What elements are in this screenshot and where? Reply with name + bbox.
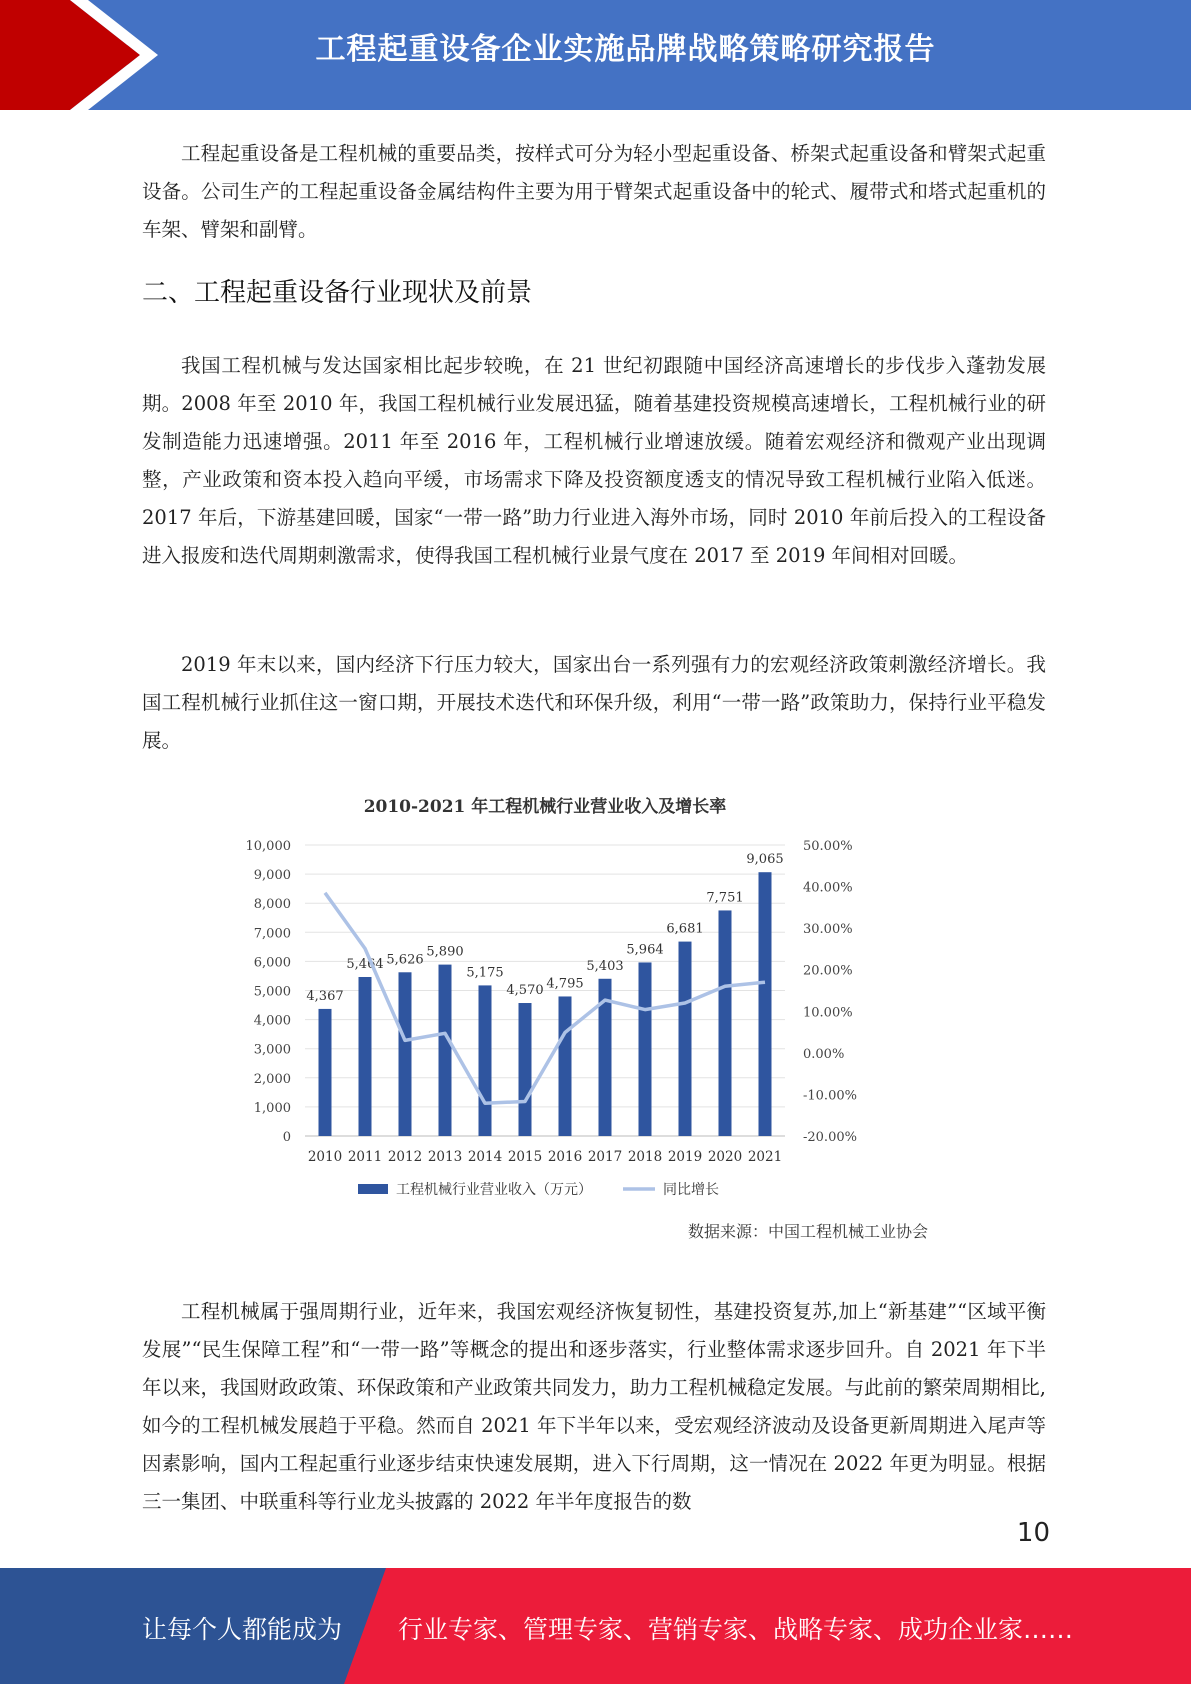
left-tick-label: 0 [282, 1130, 291, 1145]
revenue-bar [519, 1003, 532, 1136]
left-tick-label: 3,000 [253, 1042, 291, 1058]
left-tick-label: 1,000 [253, 1100, 291, 1116]
paragraph-3: 2019 年末以来，国内经济下行压力较大，国家出台一系列强有力的宏观经济政策刺激经济增长。我国工程机械行业抓住这一窗口期，开展技术迭代和环保升级，利用“一带一路”政策助力，保持行业平稳发展。 [142, 653, 1046, 752]
report-title: 工程起重设备企业实施品牌战略策略研究报告 [315, 32, 936, 67]
left-tick-label: 9,000 [253, 868, 291, 884]
right-tick-label: 20.00% [803, 963, 853, 979]
right-tick-label: -10.00% [803, 1088, 857, 1104]
revenue-growth-chart [220, 780, 940, 1250]
bar-value-label: 5,964 [626, 942, 664, 958]
page-number: 10 [1016, 1518, 1050, 1548]
chart-canvas [220, 780, 940, 1250]
left-tick-label: 10,000 [245, 839, 291, 854]
legend-swatch-revenue [358, 1184, 388, 1194]
right-tick-label: 40.00% [803, 880, 853, 896]
revenue-bar [559, 996, 572, 1136]
paragraph-4: 工程机械属于强周期行业，近年来，我国宏观经济恢复韧性，基建投资复苏,加上“新基建”“区域平衡发展”“民生保障工程”和“一带一路”等概念的提出和逐步落实，行业整体需求逐步回升。自 2021 年下半年以来，我国财政政策、环保政策和产业政策共同发力，助力工程机械稳定发展。与此前的繁荣周期相比,如今的工程机械发展趋于平稳。然而自 2021 年下半年以来，受宏观经济波动及设备更新周期进入尾声等因素影响，国内工程起重行业逐步结束快速发展期，进入下行周期，这一情况在 2022 年更为明显。根据三一集团、中联重科等行业龙头披露的 2022 年半年度报告的数 [142, 1300, 1046, 1513]
x-tick-label: 2015 [507, 1149, 543, 1165]
section-heading: 二、工程起重设备行业现状及前景 [142, 278, 533, 308]
intro-paragraph: 工程起重设备是工程机械的重要品类，按样式可分为轻小型起重设备、桥架式起重设备和臂架式起重设备。公司生产的工程起重设备金属结构件主要为用于臂架式起重设备中的轮式、履带式和塔式起重机的车架、臂架和副臂。 [142, 142, 1046, 241]
bar-value-label: 5,626 [386, 952, 424, 968]
x-tick-label: 2014 [467, 1149, 503, 1165]
bar-value-label: 5,464 [346, 956, 384, 972]
bar-value-label: 5,175 [466, 965, 504, 981]
chart-title: 2010-2021 年工程机械行业营业收入及增长率 [363, 797, 727, 817]
left-tick-label: 2,000 [253, 1071, 291, 1087]
revenue-bar [439, 965, 452, 1136]
revenue-bar [479, 985, 492, 1136]
right-tick-label: 0.00% [803, 1046, 845, 1062]
bar-value-label: 9,065 [746, 852, 784, 868]
revenue-bar [679, 942, 692, 1136]
x-tick-label: 2011 [347, 1149, 383, 1165]
revenue-bar [319, 1009, 332, 1136]
bar-value-label: 4,367 [306, 988, 344, 1004]
bar-value-label: 5,403 [586, 958, 624, 974]
x-tick-label: 2020 [707, 1149, 743, 1165]
x-tick-label: 2016 [547, 1149, 583, 1165]
footer-slogan-right: 行业专家、管理专家、营销专家、战略专家、成功企业家…… [398, 1615, 1074, 1644]
chart-source: 数据来源：中国工程机械工业协会 [687, 1222, 928, 1241]
right-tick-label: 10.00% [803, 1005, 853, 1021]
bar-value-label: 7,751 [706, 890, 744, 906]
bar-value-label: 6,681 [666, 921, 704, 937]
right-tick-label: -20.00% [803, 1130, 857, 1145]
bar-value-label: 4,570 [506, 983, 544, 999]
bar-value-label: 5,890 [426, 944, 464, 960]
footer-slogan-left: 让每个人都能成为 [142, 1615, 343, 1644]
revenue-bar [639, 962, 652, 1136]
left-tick-label: 8,000 [253, 897, 291, 913]
revenue-bar [759, 872, 772, 1136]
legend-label-revenue: 工程机械行业营业收入（万元） [396, 1182, 592, 1198]
legend-label-growth: 同比增长 [663, 1182, 719, 1198]
x-tick-label: 2017 [587, 1149, 623, 1165]
revenue-bar [399, 972, 412, 1136]
right-tick-label: 30.00% [803, 922, 853, 938]
header-banner [0, 0, 1191, 110]
x-tick-label: 2012 [387, 1149, 423, 1165]
revenue-bar [359, 977, 372, 1136]
x-tick-label: 2019 [667, 1149, 703, 1165]
x-tick-label: 2018 [627, 1149, 663, 1165]
left-tick-label: 7,000 [253, 926, 291, 942]
x-tick-label: 2010 [307, 1149, 343, 1165]
bar-value-label: 4,795 [546, 976, 584, 992]
left-tick-label: 5,000 [253, 984, 291, 1000]
revenue-bar [719, 910, 732, 1136]
x-tick-label: 2021 [747, 1149, 783, 1165]
left-tick-label: 6,000 [253, 955, 291, 971]
paragraph-2: 我国工程机械与发达国家相比起步较晚，在 21 世纪初跟随中国经济高速增长的步伐步入蓬勃发展期。2008 年至 2010 年，我国工程机械行业发展迅猛，随着基建投资规模高速增长，工程机械行业的研发制造能力迅速增强。2011 年至 2016 年，工程机械行业增速放缓。随着宏观经济和微观产业出现调整，产业政策和资本投入趋向平缓，市场需求下降及投资额度透支的情况导致工程机械行业陷入低迷。2017 年后，下游基建回暖，国家“一带一路”助力行业进入海外市场，同时 2010 年前后投入的工程设备进入报废和迭代周期刺激需求，使得我国工程机械行业景气度在 2017 至 2019 年间相对回暖。 [142, 354, 1046, 567]
left-tick-label: 4,000 [253, 1013, 291, 1029]
x-tick-label: 2013 [427, 1149, 463, 1165]
right-tick-label: 50.00% [803, 839, 853, 854]
